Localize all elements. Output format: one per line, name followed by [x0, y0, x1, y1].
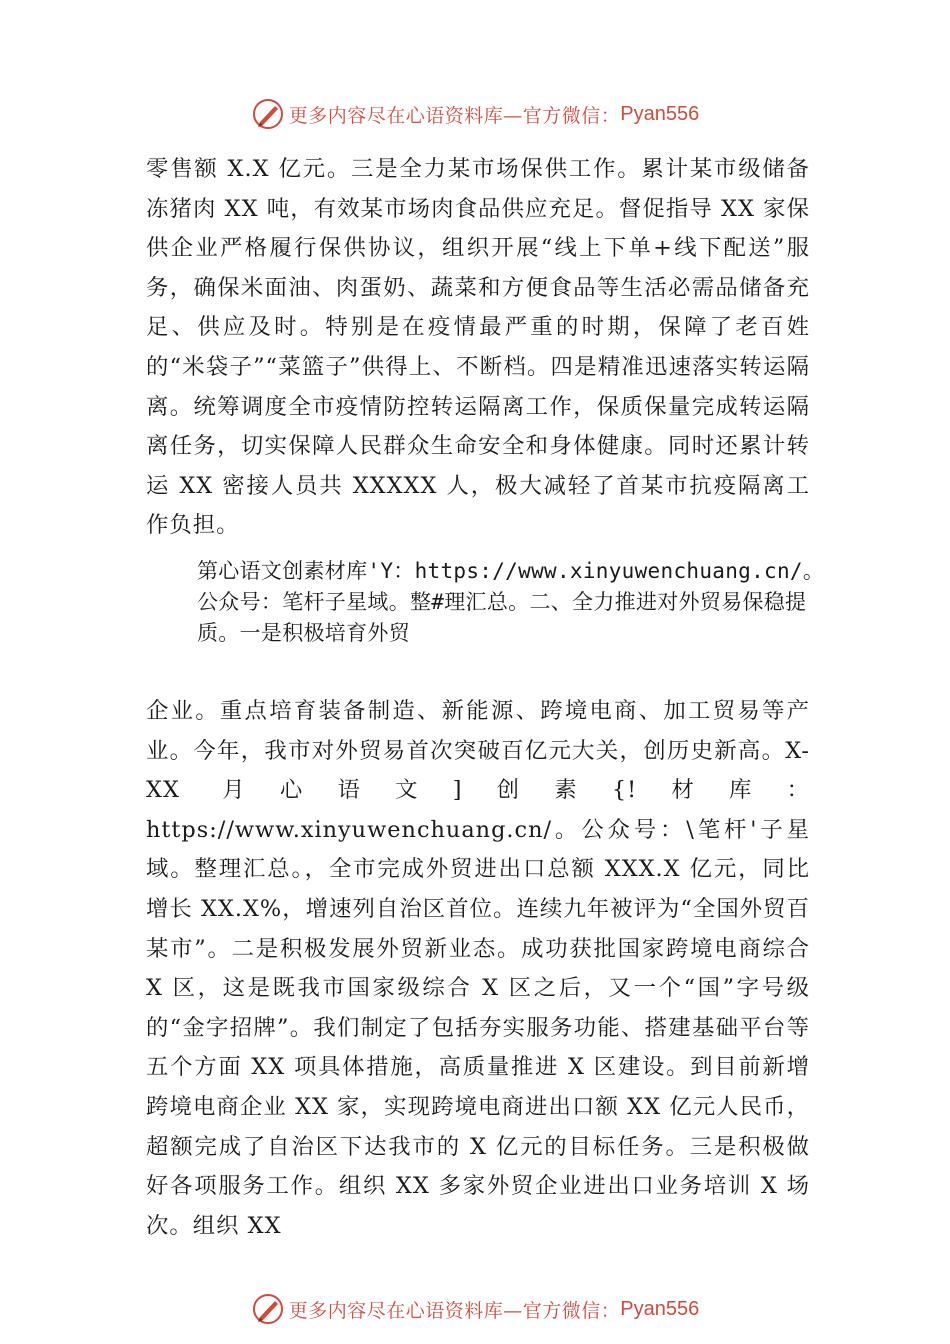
- inserted-note: 第心语文创素材库'Y：https://www.xinyuwenchuang.cn/。公众号：笔杆子星域。整#理汇总。二、全力推进对外贸易保稳提质。一是积极培育外贸: [197, 559, 825, 645]
- header-text: 更多内容尽在心语资料库—官方微信：: [288, 104, 621, 127]
- footer-wechat-id: Pyan556: [620, 1297, 700, 1320]
- body-paragraph-2: 企业。重点培育装备制造、新能源、跨境电商、加工贸易等产业。今年，我市对外贸易首次突破百亿元大关，创历史新高。X-XX 月心语文]创素{!材库：https://www.xinyuwenchuang.cn/。公众号：\笔杆'子星域。整理汇总。，全市完成外贸进出口总额 XXX.X 亿元，同比增长 XX.X%，增速列自治区首位。连续九年被评为“全国外贸百某市”。二是积极发展外贸新业态。成功获批国家跨境电商综合 X 区，这是既我市国家级综合 X 区之后，又一个“国”字号级的“金字招牌”。我们制定了包括夯实服务功能、搭建基础平台等五个方面 XX 项具体措施，高质量推进 X 区建设。到目前新增跨境电商企业 XX 家，实现跨境电商进出口额 XX 亿元人民币，超额完成了自治区下达我市的 X 亿元的目标任务。三是积极做好各项服务工作。组织 XX 多家外贸企业进出口业务培训 X 场次。组织 XX: [146, 698, 810, 1239]
- body-paragraph-1: 零售额 X.X 亿元。三是全力某市场保供工作。累计某市级储备冻猪肉 XX 吨，有效某市场肉食品供应充足。督促指导 XX 家保供企业严格履行保供协议，组织开展“线上下单+线下配送”服务，确保米面油、肉蛋奶、蔬菜和方便食品等生活必需品储备充足、供应及时。特别是在疫情最严重的时期，保障了老百姓的“米袋子”“菜篮子”供得上、不断档。四是精准迅速落实转运隔离。统筹调度全市疫情防控转运隔离工作，保质保量完成转运隔离任务，切实保障人民群众生命安全和身体健康。同时还累计转运 XX 密接人员共 XXXXX 人，极大减轻了首某市抗疫隔离工作负担。: [146, 156, 810, 539]
- pen-logo-icon: [251, 1292, 285, 1326]
- header-wechat-id: Pyan556: [620, 102, 700, 125]
- pen-logo-icon: [251, 97, 285, 131]
- footer-banner: [0, 1289, 950, 1329]
- footer-text: 更多内容尽在心语资料库—官方微信：: [288, 1299, 621, 1322]
- header-banner: [0, 94, 950, 134]
